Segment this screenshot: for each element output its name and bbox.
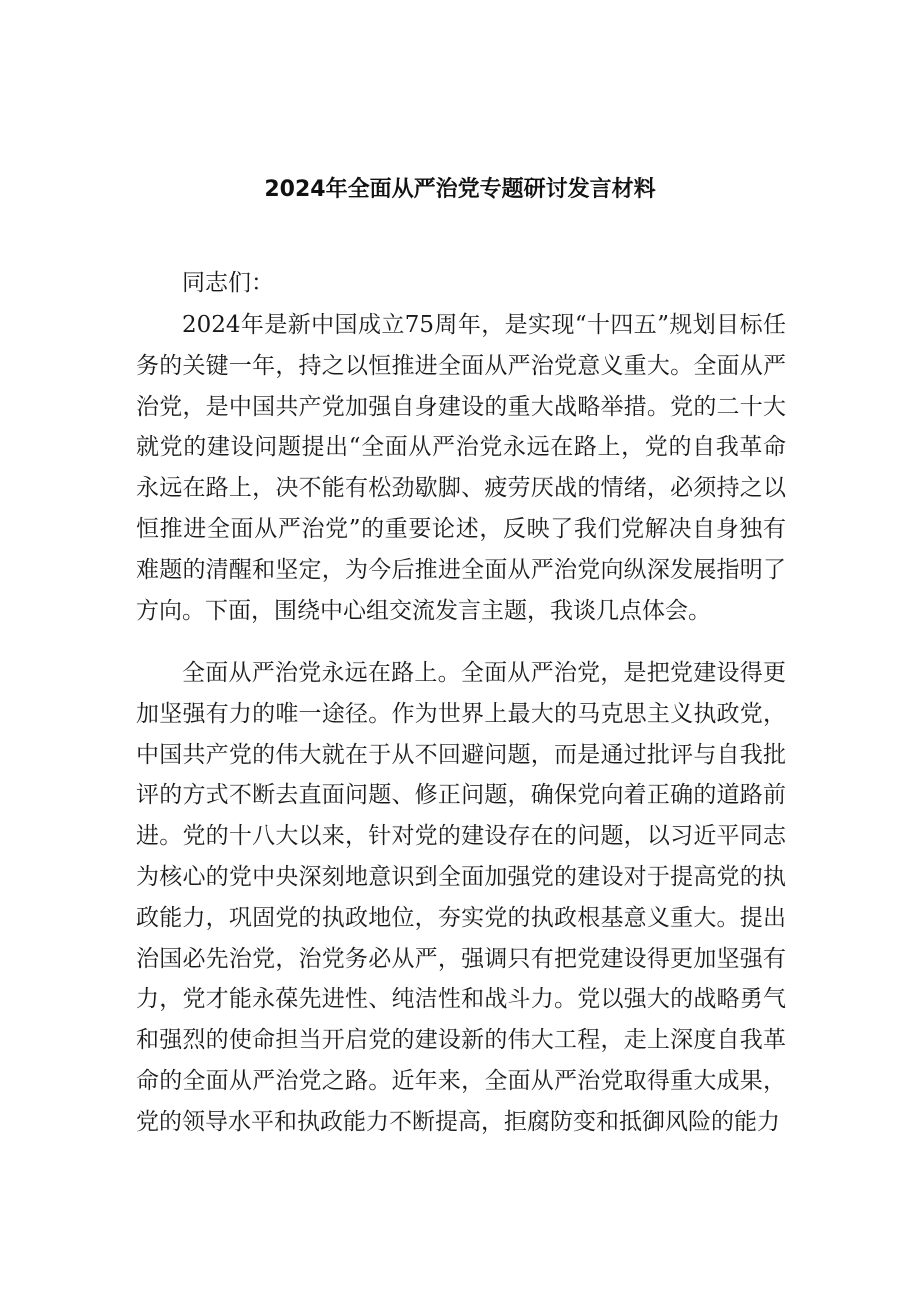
document-title: 2024年全面从严治党专题研讨发言材料 <box>264 177 656 202</box>
salutation: 同志们： <box>182 270 274 296</box>
paragraph-intro: 2024年是新中国成立75周年，是实现“十四五”规划目标任务的关键一年，持之以恒推进全面从严治党意义重大。全面从严治党，是中国共产党加强自身建设的重大战略举措。党的二十大就党的建设问题提出“全面从严治党永远在路上，党的自我革命永远在路上，决不能有松劲歇脚、疲劳厌战的情绪，必须持之以恒推进全面从严治党”的重要论述，反映了我们党解决自身独有难题的清醒和坚定，为今后推进全面从严治党向纵深发展指明了方向。下面，围绕中心组交流发言主题，我谈几点体会。 <box>136 312 786 624</box>
paragraph-section-1: 全面从严治党永远在路上。全面从严治党，是把党建设得更加坚强有力的唯一途径。作为世界上最大的马克思主义执政党，中国共产党的伟大就在于从不回避问题，而是通过批评与自我批评的方式不断去直面问题、修正问题，确保党向着正确的道路前进。党的十八大以来，针对党的建设存在的问题，以习近平同志为核心的党中央深刻地意识到全面加强党的建设对于提高党的执政能力，巩固党的执政地位，夯实党的执政根基意义重大。提出治国必先治党，治党务必从严，强调只有把党建设得更加坚强有力，党才能永葆先进性、纯洁性和战斗力。党以强大的战略勇气和强烈的使命担当开启党的建设新的伟大工程，走上深度自我革命的全面从严治党之路。近年来，全面从严治党取得重大成果，党的领导水平和执政能力不断提高，拒腐防变和抵御风险的能力 <box>136 660 786 1135</box>
